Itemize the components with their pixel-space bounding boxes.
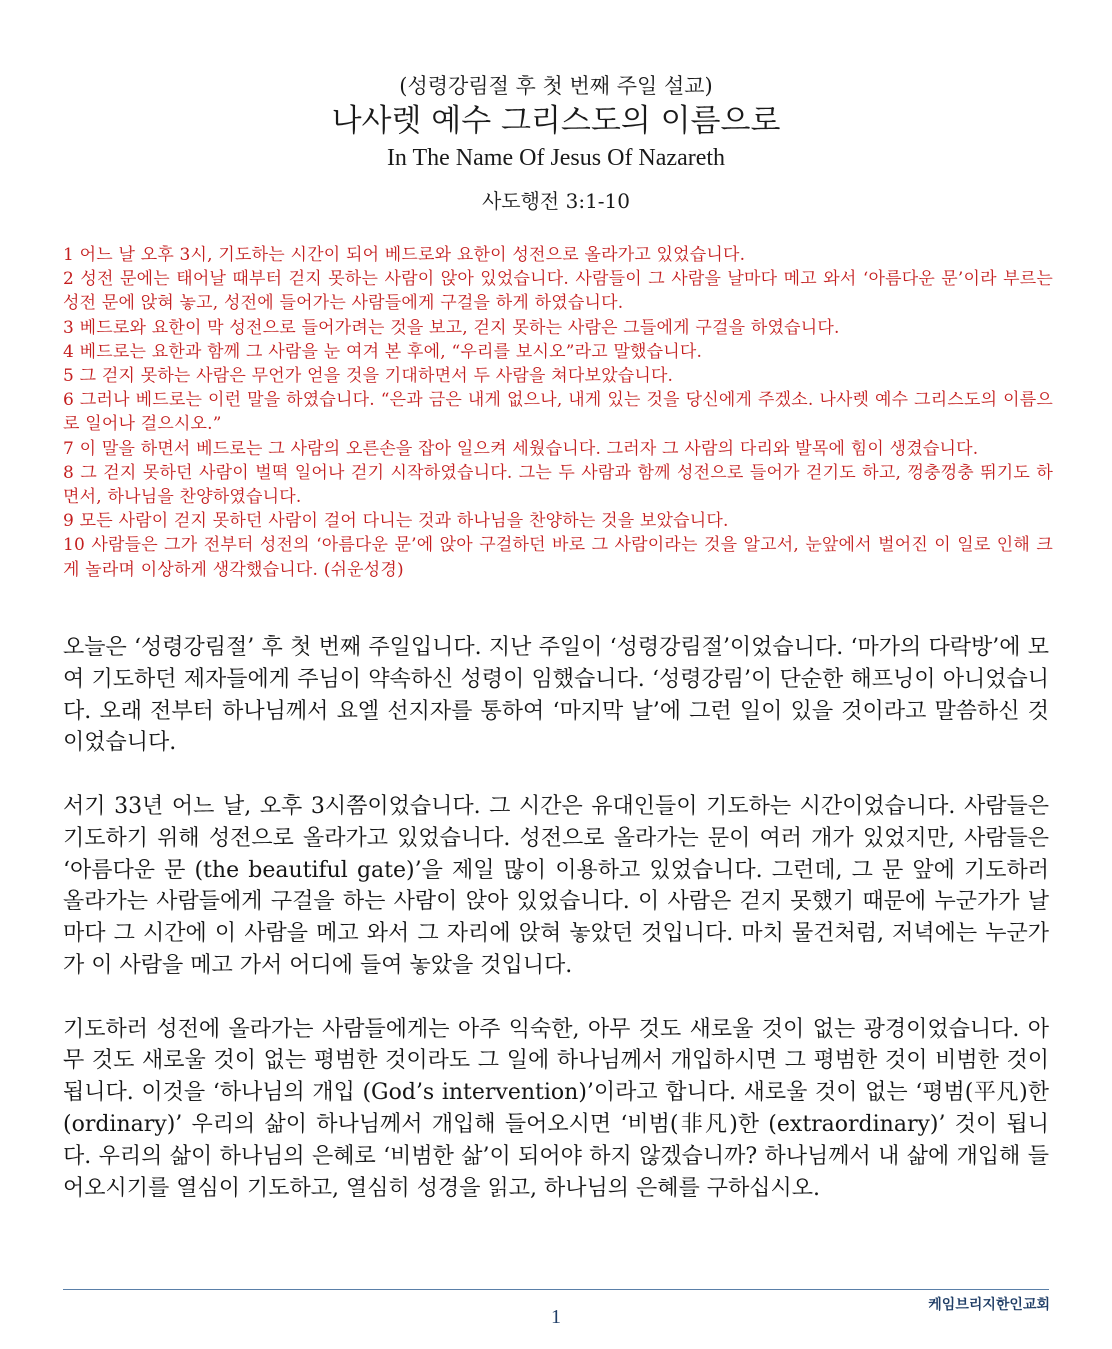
scripture-passage <box>63 243 1053 582</box>
sermon-subtitle: (성령강림절 후 첫 번째 주일 설교) <box>399 74 713 98</box>
scripture-verse: 9 모든 사람이 걷지 못하던 사람이 걸어 다니는 것과 하나님을 찬양하는 것을 보았습니다. <box>63 511 729 532</box>
scripture-verse: 7 이 말을 하면서 베드로는 그 사람의 오른손을 잡아 일으켜 세웠습니다. 그러자 그 사람의 다리와 발목에 힘이 생겼습니다. <box>63 438 979 459</box>
sermon-paragraph: 서기 33년 어느 날, 오후 3시쯤이었습니다. 그 시간은 유대인들이 기도하는 시간이었습니다. 사람들은 기도하기 위해 성전으로 올라가고 있었습니다. 성전으로 올라가는 문이 여러 개가 있었지만, 사람들은 ‘아름다운 문 (the beautiful gate)’을 제일 많이 이용하고 있었습니다. 그런데, 그 문 앞에 기도하러 올라가는 사람들에게 구걸을 하는 사람이 앉아 있었습니다. 이 사람은 걷지 못했기 때문에 누군가가 날마다 그 시간에 이 사람을 메고 와서 그 자리에 앉혀 놓았던 것입니다. 마치 물건처럼, 저녁에는 누군가가 이 사람을 메고 가서 어디에 들여 놓았을 것입니다. <box>63 793 1049 978</box>
footer-divider <box>63 1289 1049 1290</box>
sermon-title-english: In The Name Of Jesus Of Nazareth <box>386 145 726 171</box>
sermon-title: 나사렛 예수 그리스도의 이름으로 <box>331 103 781 139</box>
sermon-body <box>63 632 1049 1236</box>
scripture-verse: 5 그 걷지 못하는 사람은 무언가 얻을 것을 기대하면서 두 사람을 쳐다보았습니다. <box>63 366 674 387</box>
scripture-verse: 1 어느 날 오후 3시, 기도하는 시간이 되어 베드로와 요한이 성전으로 올라가고 있었습니다. <box>63 245 746 265</box>
scripture-verse: 10 사람들은 그가 전부터 성전의 ‘아름다운 문’에 앉아 구걸하던 바로 그 사람이라는 것을 알고서, 눈앞에서 벌어진 이 일로 인해 크게 놀라며 이상하게 생각했습니다. (쉬운성경) <box>63 535 1053 580</box>
page-number: 1 <box>551 1306 561 1328</box>
scripture-verse: 8 그 걷지 못하던 사람이 벌떡 일어나 걷기 시작하였습니다. 그는 두 사람과 함께 성전으로 들어가 걷기도 하고, 껑충껑충 뛰기도 하면서, 하나님을 찬양하였습니다. <box>63 462 1053 508</box>
sermon-paragraph: 오늘은 ‘성령강림절’ 후 첫 번째 주일입니다. 지난 주일이 ‘성령강림절’이었습니다. ‘마가의 다락방’에 모여 기도하던 제자들에게 주님이 약속하신 성령이 임했습니다. ‘성령강림’이 단순한 해프닝이 아니었습니다. 오래 전부터 하나님께서 요엘 선지자를 통하여 ‘마지막 날’에 그런 일이 있을 것이라고 말씀하신 것이었습니다. <box>63 635 1049 756</box>
scripture-verse: 4 베드로는 요한과 함께 그 사람을 눈 여겨 본 후에, “우리를 보시오”라고 말했습니다. <box>63 341 703 362</box>
scripture-verse: 3 베드로와 요한이 막 성전으로 들어가려는 것을 보고, 걷지 못하는 사람은 그들에게 구걸을 하였습니다. <box>63 317 840 338</box>
sermon-paragraph: 기도하러 성전에 올라가는 사람들에게는 아주 익숙한, 아무 것도 새로울 것이 없는 광경이었습니다. 아무 것도 새로울 것이 없는 평범한 것이라도 그 일에 하나님께서 개입하시면 그 평범한 것이 비범한 것이 됩니다. 이것을 ‘하나님의 개입 (God’s intervention)’이라고 합니다. 새로울 것이 없는 ‘평범(平凡)한 (ordinary)’ 우리의 삶이 하나님께서 개입해 들어오시면 ‘비범(非凡)한 (extraordinary)’ 것이 됩니다. 우리의 삶이 하나님의 은혜로 ‘비범한 삶’이 되어야 하지 않겠습니까? 하나님께서 내 삶에 개입해 들어오시기를 열심이 기도하고, 열심히 성경을 읽고, 하나님의 은혜를 구하십시오. <box>63 1016 1049 1201</box>
scripture-verse: 6 그러나 베드로는 이런 말을 하였습니다. “은과 금은 내게 없으나, 내게 있는 것을 당신에게 주겠소. 나사렛 예수 그리스도의 이름으로 일어나 걸으시오.” <box>63 390 1053 435</box>
church-name: 케임브리지한인교회 <box>928 1297 1050 1313</box>
scripture-reference: 사도행전 3:1-10 <box>481 189 631 213</box>
scripture-verse: 2 성전 문에는 태어날 때부터 걷지 못하는 사람이 앉아 있었습니다. 사람들이 그 사람을 날마다 메고 와서 ‘아름다운 문’이라 부르는 성전 문에 앉혀 놓고, 성전에 들어가는 사람들에게 구걸을 하게 하였습니다. <box>63 269 1053 314</box>
